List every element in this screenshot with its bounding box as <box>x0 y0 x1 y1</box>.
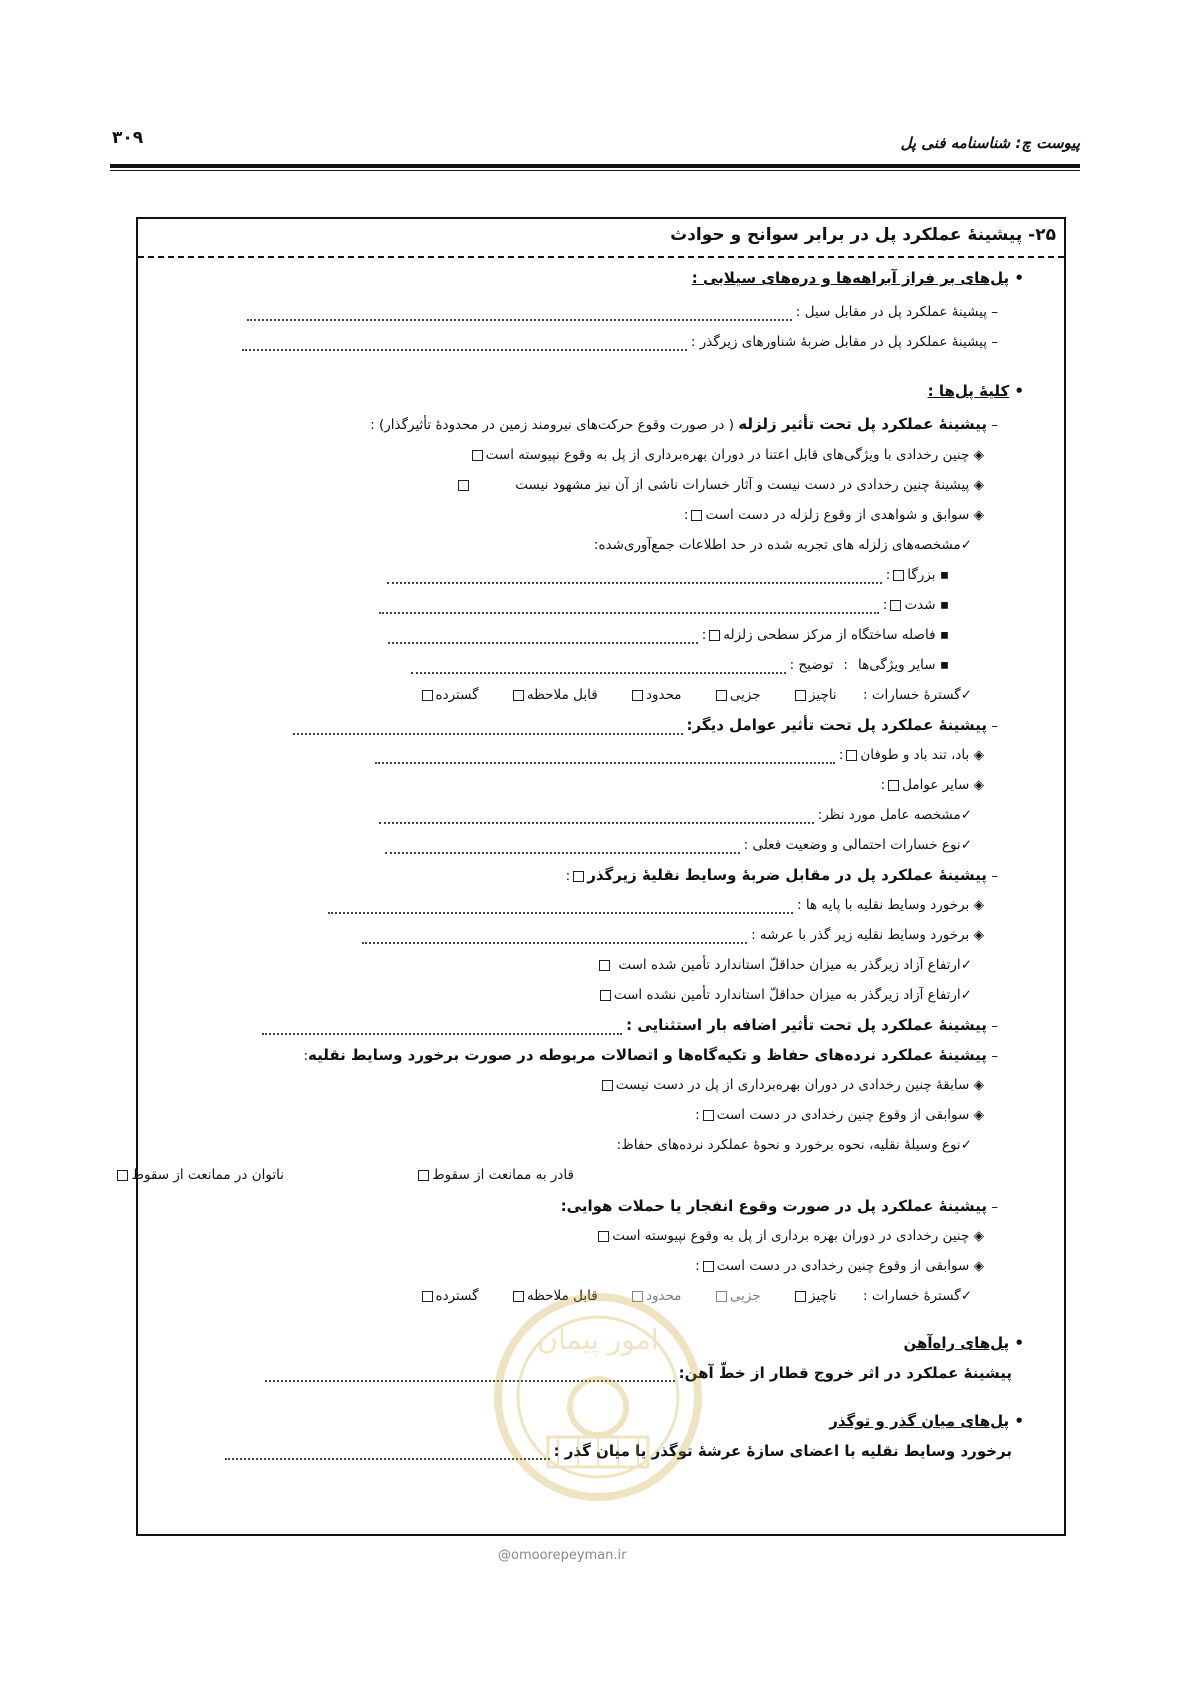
damage-option-limited: محدود <box>645 1288 682 1304</box>
diamond-bullet-icon: ◈ <box>973 927 984 943</box>
damage-extent-row-1 <box>419 686 973 704</box>
intensity-label: شدت <box>904 597 936 613</box>
all-bridges-heading-row <box>928 382 1024 400</box>
checkbox[interactable] <box>703 1110 714 1121</box>
earthquake-row <box>370 415 998 434</box>
section-title: ۲۵- پیشینهٔ عملکرد پل در برابر سوانح و حوادث <box>670 225 1056 245</box>
checkbox[interactable] <box>513 690 524 701</box>
guardrail-type-row <box>617 1136 972 1154</box>
checkbox[interactable] <box>632 690 643 701</box>
factor-spec-label: مشخصه عامل مورد نظر: <box>817 807 961 823</box>
blast-option-1-label: چنین رخدادی در دوران بهره برداری از پل به وقوع نپیوسته است <box>612 1228 970 1244</box>
guardrail-can-label: قادر به ممانعت از سقوط <box>432 1167 574 1183</box>
bullet-icon: • <box>1014 1334 1024 1352</box>
dash-icon: – <box>991 417 998 433</box>
other-factor-label: سایر عوامل <box>902 777 970 793</box>
description-label: توضیح : <box>789 657 834 673</box>
vehicle-impact-title: پیشینهٔ عملکرد پل در مقابل ضربهٔ وسایط نقلیهٔ زیرگذر <box>587 866 987 884</box>
checkbox[interactable] <box>691 510 702 521</box>
clearance-not-ok-label: ارتفاع آزاد زیرگذر به میزان حداقلّ استاندارد تأمین نشده است <box>613 987 961 1003</box>
railway-heading: پل‌های راه‌آهن <box>903 1334 1010 1352</box>
other-factors-row <box>289 716 998 735</box>
checkbox[interactable] <box>600 990 611 1001</box>
magnitude-label: بزرگا <box>907 567 936 583</box>
flood-item-2 <box>238 333 998 351</box>
other-specs-row: ▪ سایر ویژگی‌ها:توضیح : <box>407 656 949 674</box>
check-icon: ✓ <box>960 957 972 973</box>
diamond-bullet-icon: ◈ <box>973 447 984 463</box>
earthquake-option-1 <box>469 446 984 464</box>
check-icon: ✓ <box>960 837 972 853</box>
checkbox[interactable] <box>599 960 610 971</box>
bullet-icon: • <box>1014 269 1024 287</box>
guardrail-cannot-row <box>114 1166 284 1184</box>
earthquake-option-3-label: سوابق و شواهدی از وقوع زلزله در دست است <box>705 507 970 523</box>
other-factors-title: پیشینهٔ عملکرد پل تحت تأثیر عوامل دیگر: <box>686 716 987 734</box>
dash-icon: – <box>991 1048 998 1064</box>
dash-icon: – <box>991 718 998 734</box>
flood-heading-row <box>692 269 1024 287</box>
overload-row <box>258 1016 998 1035</box>
checkbox[interactable] <box>888 780 899 791</box>
clearance-ok-row <box>596 956 972 974</box>
guardrail-title: پیشینهٔ عملکرد نرده‌های حفاظ و تکیه‌گاه‌ها و اتصالات مربوطه در صورت برخورد وسایط نقلیه <box>308 1046 987 1064</box>
check-icon: ✓ <box>960 807 972 823</box>
page-header-title: پیوست چ: شناسنامه فنی پل <box>900 134 1080 152</box>
damage-option-considerable: قابل ملاحظه <box>526 1288 598 1304</box>
fill-line[interactable] <box>262 1028 622 1035</box>
watermark-logo <box>488 1287 708 1507</box>
intensity-row: ▪ شدت: <box>375 596 949 614</box>
distance-row: ▪ فاصله ساختگاه از مرکز سطحی زلزله: <box>384 626 949 644</box>
railway-item-label: پیشینهٔ عملکرد در اثر خروج قطار از خطّ آهن: <box>678 1364 1012 1382</box>
overpass-item-label: برخورد وسایط نقلیه با اعضای سازهٔ عرشهٔ توگذر یا میان گذر : <box>553 1442 1012 1460</box>
pier-impact-label: برخورد وسایط نقلیه با پایه ها : <box>797 897 970 913</box>
earthquake-option-2 <box>455 476 984 494</box>
checkbox[interactable] <box>418 1170 429 1181</box>
checkbox[interactable] <box>458 480 469 491</box>
fill-line[interactable] <box>362 937 747 944</box>
check-icon: ✓ <box>960 1288 972 1304</box>
square-bullet-icon: ▪ <box>939 567 949 583</box>
blast-title: پیشینهٔ عملکرد پل در صورت وقوع انفجار یا حملات هوایی: <box>560 1197 987 1215</box>
blast-option-2: ◈ سوابقی از وقوع چنین رخدادی در دست است: <box>695 1258 984 1274</box>
earthquake-title: پیشینهٔ عملکرد پل تحت تأثیر زلزله <box>738 415 987 433</box>
damage-type-label: نوع خسارات احتمالی و وضعیت فعلی : <box>743 837 961 853</box>
checkbox[interactable] <box>703 1261 714 1272</box>
damage-type-row <box>381 836 972 854</box>
checkbox[interactable] <box>598 1231 609 1242</box>
damage-extent-label: گسترهٔ خسارات : <box>863 1288 961 1304</box>
clearance-not-ok-row <box>597 986 972 1004</box>
fill-line[interactable] <box>379 607 879 614</box>
distance-label: فاصله ساختگاه از مرکز سطحی زلزله <box>723 627 936 643</box>
diamond-bullet-icon: ◈ <box>973 1077 984 1093</box>
dash-icon: – <box>991 1018 998 1034</box>
checkbox[interactable] <box>573 871 584 882</box>
diamond-bullet-icon: ◈ <box>973 777 984 793</box>
blast-option-2-label: سوابقی از وقوع چنین رخدادی در دست است <box>716 1258 970 1274</box>
guardrail-option-2: ◈ سوابقی از وقوع چنین رخدادی در دست است: <box>695 1107 984 1123</box>
damage-option-minor: جزیی <box>729 687 761 703</box>
fill-line[interactable] <box>385 847 740 854</box>
checkbox[interactable] <box>846 750 857 761</box>
guardrail-option-1 <box>599 1076 984 1094</box>
diamond-bullet-icon: ◈ <box>973 1258 984 1274</box>
wind-label: باد، تند باد و طوفان <box>860 747 970 763</box>
other-factor-row: ◈ سایر عوامل: <box>880 777 984 793</box>
deck-impact-row <box>358 926 984 944</box>
flood-heading: پل‌های بر فراز آبراهه‌ها و دره‌های سیلابی : <box>691 269 1010 287</box>
page-header <box>110 128 1080 156</box>
diamond-bullet-icon: ◈ <box>973 1107 984 1123</box>
diamond-bullet-icon: ◈ <box>973 1228 984 1244</box>
watermark-website: @omoorepeyman.ir <box>498 1548 627 1563</box>
checkbox[interactable] <box>422 1291 433 1302</box>
header-rule-thick <box>110 164 1080 168</box>
checkbox[interactable] <box>716 1291 727 1302</box>
guardrail-cannot-label: ناتوان در ممانعت از سقوط <box>131 1167 284 1183</box>
check-icon: ✓ <box>960 1137 972 1153</box>
magnitude-row: ▪ بزرگا: <box>383 566 949 584</box>
earthquake-option-3: ◈ سوابق و شواهدی از وقوع زلزله در دست است: <box>683 507 984 523</box>
checkbox[interactable] <box>422 690 433 701</box>
checkbox[interactable] <box>893 570 904 581</box>
header-rule-thin <box>110 170 1080 171</box>
damage-option-extensive: گسترده <box>435 1288 479 1304</box>
check-icon: ✓ <box>960 537 972 553</box>
checkbox[interactable] <box>709 630 720 641</box>
fill-line[interactable] <box>293 728 683 735</box>
earthquake-note: ( در صورت وقوع حرکت‌های نیرومند زمین در محدودهٔ تأثیرگذار) : <box>370 417 734 433</box>
square-bullet-icon: ▪ <box>939 657 949 673</box>
deck-impact-label: برخورد وسایط نقلیه زیر گذر با عرشه : <box>751 927 970 943</box>
railway-heading-row <box>903 1334 1024 1352</box>
watermark-brand: امور پیمان <box>537 1323 659 1356</box>
checkbox[interactable] <box>472 450 483 461</box>
other-specs-label: سایر ویژگی‌ها <box>857 657 936 673</box>
fill-line[interactable] <box>379 817 814 824</box>
checkbox[interactable] <box>890 600 901 611</box>
vehicle-impact-row: – پیشینهٔ عملکرد پل در مقابل ضربهٔ وسایط نقلیهٔ زیرگذر: <box>565 866 998 884</box>
checkbox[interactable] <box>716 690 727 701</box>
overload-title: پیشینهٔ عملکرد پل تحت تأثیر اضافه بار استثنایی : <box>626 1016 987 1034</box>
damage-option-limited: محدود <box>645 687 682 703</box>
fill-line[interactable] <box>387 577 882 584</box>
dashed-divider <box>138 256 1064 258</box>
damage-option-negligible: ناچیز <box>808 1288 837 1304</box>
factor-spec-row <box>375 806 972 824</box>
dash-icon: – <box>991 1199 998 1215</box>
diamond-bullet-icon: ◈ <box>973 507 984 523</box>
square-bullet-icon: ▪ <box>939 597 949 613</box>
square-bullet-icon: ▪ <box>939 627 949 643</box>
guardrail-row: – پیشینهٔ عملکرد نرده‌های حفاظ و تکیه‌گاه‌ها و اتصالات مربوطه در صورت برخورد وسایط نقلیه: <box>303 1046 998 1064</box>
blast-row <box>561 1197 998 1216</box>
guardrail-can-row <box>415 1166 574 1184</box>
earthquake-option-1-label: چنین رخدادی با ویژگی‌های قابل اعتنا در دوران بهره‌برداری از پل به وقوع نپیوسته است <box>485 447 970 463</box>
fill-line[interactable] <box>411 667 786 674</box>
checkbox[interactable] <box>795 690 806 701</box>
checkbox[interactable] <box>795 1291 806 1302</box>
check-icon: ✓ <box>960 687 972 703</box>
fill-line[interactable] <box>242 344 687 351</box>
wind-row: ◈ باد، تند باد و طوفان: <box>371 746 984 764</box>
damage-option-negligible: ناچیز <box>808 687 837 703</box>
checkbox[interactable] <box>117 1170 128 1181</box>
diamond-bullet-icon: ◈ <box>973 747 984 763</box>
damage-option-extensive: گسترده <box>435 687 479 703</box>
fill-line[interactable] <box>247 314 792 321</box>
bullet-icon: • <box>1014 382 1024 400</box>
guardrail-option-2-label: سوابقی از وقوع چنین رخدادی در دست است <box>716 1107 970 1123</box>
guardrail-option-1-label: سابقهٔ چنین رخدادی در دوران بهره‌برداری از پل در دست نیست <box>615 1077 970 1093</box>
check-icon: ✓ <box>960 987 972 1003</box>
checkbox[interactable] <box>602 1080 613 1091</box>
overpass-heading: پل‌های میان گذر و توگذر <box>829 1412 1010 1430</box>
pier-impact-row <box>324 896 984 914</box>
all-bridges-heading: کلیهٔ پل‌ها : <box>927 382 1010 400</box>
blast-option-1 <box>595 1227 984 1245</box>
diamond-bullet-icon: ◈ <box>973 477 984 493</box>
fill-line[interactable] <box>388 637 698 644</box>
clearance-ok-label: ارتفاع آزاد زیرگذر به میزان حداقلّ استاندارد تأمین شده است <box>618 957 961 973</box>
diamond-bullet-icon: ◈ <box>973 897 984 913</box>
bullet-icon: • <box>1014 1412 1024 1430</box>
flood-item-1 <box>243 303 998 321</box>
flood-item-1-label: – پیشینهٔ عملکرد پل در مقابل سیل : <box>795 304 998 320</box>
fill-line[interactable] <box>375 757 835 764</box>
page-number: ۳۰۹ <box>112 128 144 148</box>
fill-line[interactable] <box>328 907 793 914</box>
overpass-heading-row <box>829 1412 1024 1430</box>
flood-item-2-label: – پیشینهٔ عملکرد پل در مقابل ضربهٔ شناورهای زیرگذر : <box>690 334 998 350</box>
earthquake-specs-label: مشخصه‌های زلزله های تجربه شده در حد اطلاعات جمع‌آوری‌شده: <box>593 537 961 553</box>
earthquake-option-2-label: پیشینهٔ چنین رخدادی در دست نیست و آثار خسارات ناشی از آن نیز مشهود نیست <box>515 477 970 493</box>
damage-option-minor: جزیی <box>729 1288 761 1304</box>
guardrail-type-label: نوع وسیلهٔ نقلیه، نحوه برخورد و نحوهٔ عملکرد نرده‌های حفاظ: <box>616 1137 961 1153</box>
earthquake-specs-row <box>594 536 972 554</box>
dash-icon: – <box>991 868 998 884</box>
damage-option-considerable: قابل ملاحظه <box>526 687 598 703</box>
damage-extent-label: گسترهٔ خسارات : <box>863 687 961 703</box>
